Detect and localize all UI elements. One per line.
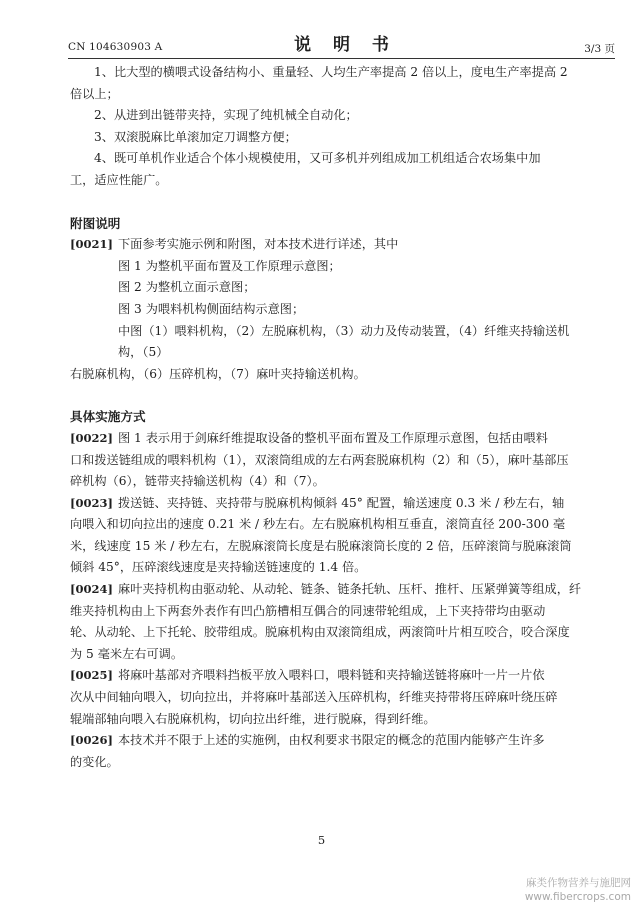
- document-title: 说 明 书: [294, 35, 397, 55]
- page-number: 5: [317, 833, 326, 847]
- paragraph-text: 下面参考实施示例和附图，对本技术进行详述，其中: [118, 237, 399, 252]
- paragraph-number: [0021]: [70, 237, 113, 252]
- patent-number: CN 104630903 A: [68, 41, 163, 53]
- paragraph-number: [0023]: [70, 495, 113, 510]
- paragraph-text: 为 5 毫米左右可调。: [70, 646, 184, 661]
- paragraph-0025: [70, 665, 590, 687]
- paragraph-number: [0025]: [70, 668, 113, 683]
- advantage-line: 工，适应性能广。: [70, 172, 168, 187]
- document-body: [70, 62, 590, 773]
- paragraph-text: 口和拨送链组成的喂料机构（1），双滚筒组成的左右两套脱麻机构（2）和（5），麻叶基部压: [70, 452, 569, 467]
- watermark-site-name: 麻类作物营养与施肥网: [526, 877, 631, 889]
- page-header: [68, 30, 615, 60]
- paragraph-0024: [70, 579, 590, 601]
- paragraph-0021: [70, 234, 590, 256]
- paragraph-text: 次从中间轴向喂入，切向拉出，并将麻叶基部送入压碎机构，纤维夹持带将压碎麻叶绕压碎: [70, 690, 558, 705]
- header-rule: [68, 58, 615, 59]
- paragraph-text: 倾斜 45°，压碎滚线速度是夹持输送链速度的 1.4 倍。: [70, 560, 367, 575]
- paragraph-text: 本技术并不限于上述的实施例，由权利要求书限定的概念的范围内能够产生许多: [118, 733, 545, 748]
- paragraph-0022: [70, 428, 590, 450]
- figure-caption: 图 3 为喂料机构侧面结构示意图；: [118, 301, 305, 316]
- advantage-line: 4、既可单机作业适合个体小规模使用，又可多机并列组成加工机组适合农场集中加: [94, 151, 541, 166]
- advantage-line: 1、比大型的横喂式设备结构小、重量轻、人均生产率提高 2 倍以上，度电生产率提高 2: [94, 65, 568, 79]
- component-list: 右脱麻机构，（6）压碎机构，（7）麻叶夹持输送机构。: [70, 366, 366, 381]
- paragraph-text: 辊端部轴向喂入右脱麻机构，切向拉出纤维，进行脱麻，得到纤维。: [70, 711, 436, 726]
- paragraph-text: 米，线速度 15 米 / 秒左右，左脱麻滚筒长度是右脱麻滚筒长度的 2 倍，压碎滚筒与脱麻滚筒: [70, 538, 572, 553]
- paragraph-text: 图 1 表示用于剑麻纤维提取设备的整机平面布置及工作原理示意图，包括由喂料: [118, 430, 548, 445]
- figure-caption: 图 1 为整机平面布置及工作原理示意图；: [118, 258, 341, 273]
- advantage-line: 倍以上；: [70, 86, 119, 101]
- paragraph-text: 麻叶夹持机构由驱动轮、从动轮、链条、链条托轨、压杆、推杆、压紧弹簧等组成，纤: [118, 582, 582, 597]
- watermark-url: www.fibercrops.com: [524, 891, 631, 903]
- paragraph-number: [0024]: [70, 582, 113, 597]
- paragraph-text: 拨送链、夹持链、夹持带与脱麻机构倾斜 45° 配置，输送速度 0.3 米 / 秒左右，轴: [118, 495, 565, 510]
- paragraph-text: 向喂入和切向拉出的速度 0.21 米 / 秒左右。左右脱麻机构相互垂直，滚筒直径 200-300 毫: [70, 517, 566, 532]
- section-heading-embodiment: 具体实施方式: [70, 409, 146, 425]
- paragraph-text: 维夹持机构由上下两套外表作有凹凸筋槽相互偶合的同速带轮组成，上下夹持带均由驱动: [70, 603, 546, 618]
- component-list: 中图（1）喂料机构，（2）左脱麻机构，（3）动力及传动装置，（4）纤维夹持输送机构，（5）: [118, 323, 570, 360]
- page-reference: 3/3 页: [584, 43, 615, 55]
- advantage-line: 2、从进到出链带夹持，实现了纯机械全自动化；: [94, 108, 358, 123]
- paragraph-text: 碎机构（6），链带夹持输送机构（4）和（7）。: [70, 474, 325, 489]
- site-watermark: [525, 876, 631, 904]
- paragraph-text: 的变化。: [70, 754, 119, 769]
- paragraph-number: [0026]: [70, 733, 113, 748]
- paragraph-text: 轮、从动轮、上下托轮、胶带组成。脱麻机构由双滚筒组成，两滚筒叶片相互咬合，咬合深度: [70, 625, 570, 640]
- figure-caption: 图 2 为整机立面示意图；: [118, 280, 256, 295]
- advantage-line: 3、双滚脱麻比单滚加定刀调整方便；: [94, 129, 297, 144]
- section-heading-drawings: 附图说明: [70, 215, 121, 231]
- paragraph-text: 将麻叶基部对齐喂料挡板平放入喂料口，喂料链和夹持输送链将麻叶一片一片依: [118, 668, 545, 683]
- paragraph-number: [0022]: [70, 430, 113, 445]
- paragraph-0026: [70, 730, 590, 752]
- paragraph-0023: [70, 493, 590, 515]
